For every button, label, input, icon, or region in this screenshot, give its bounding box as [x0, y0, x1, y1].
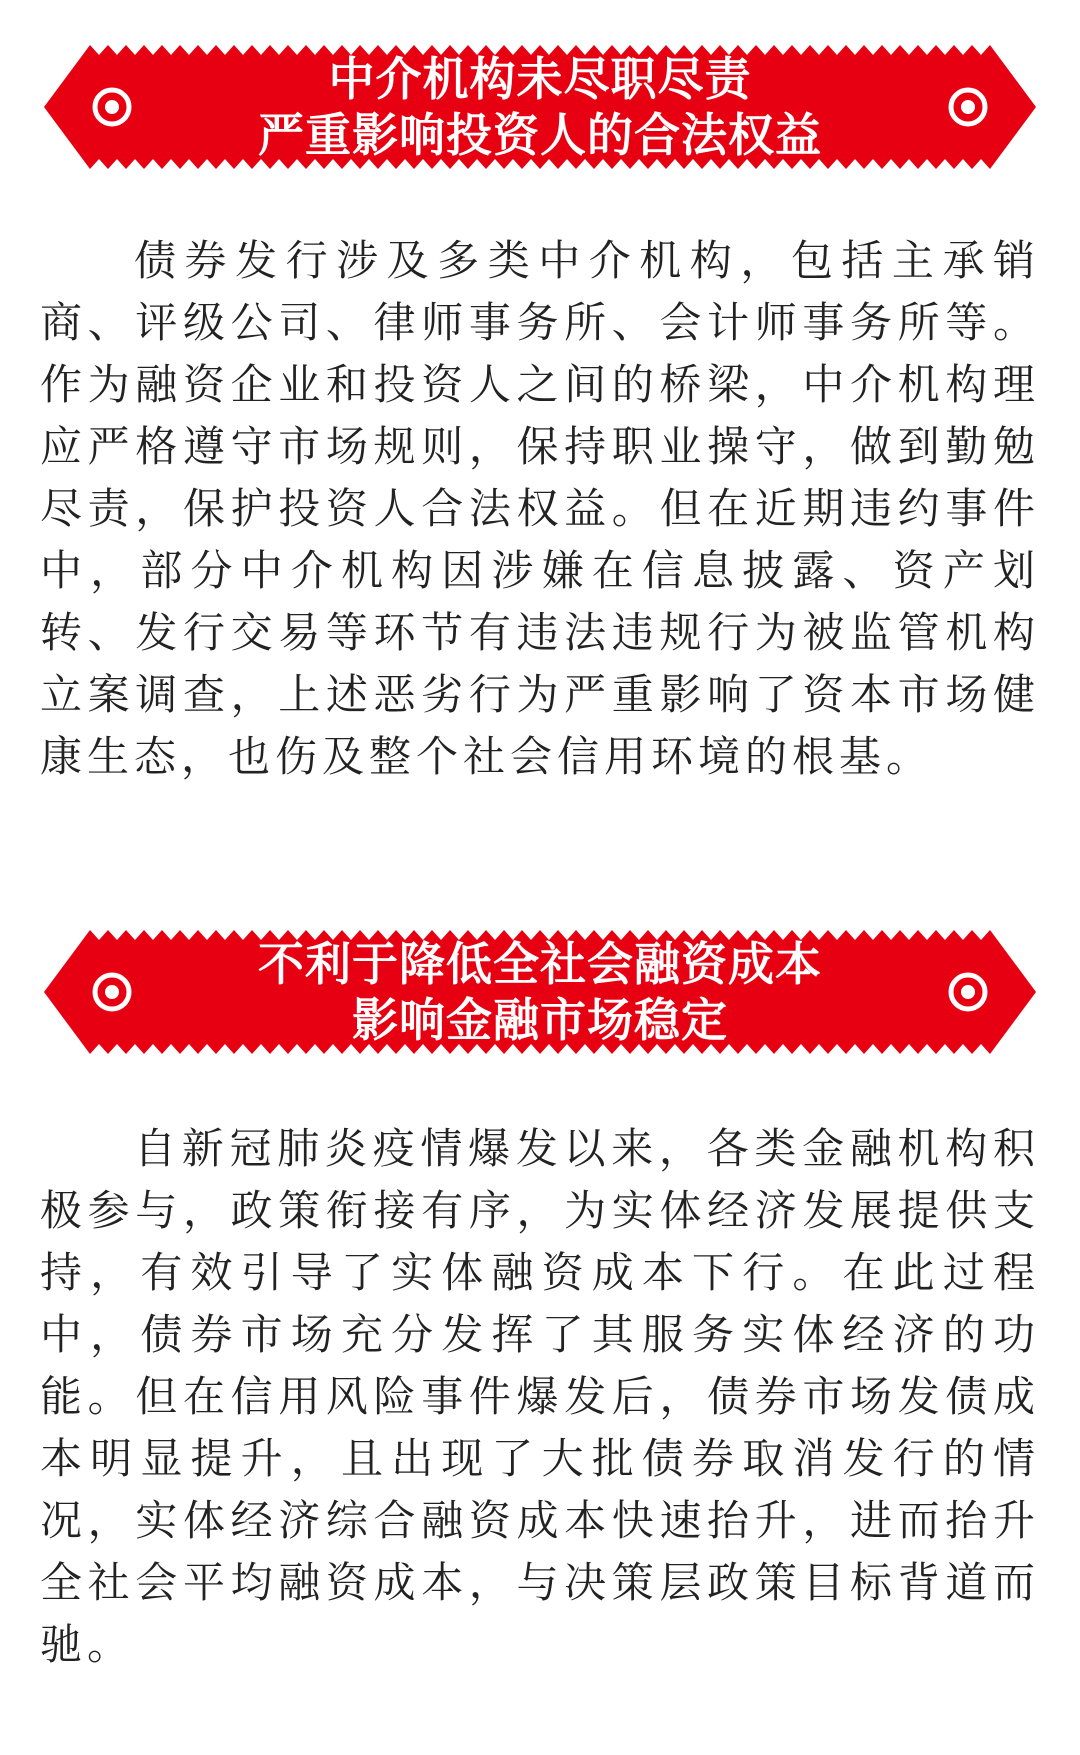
section-2-heading-line-2: 影响金融市场稳定 — [352, 993, 728, 1047]
section-1-heading — [150, 51, 930, 163]
section-1-banner — [0, 37, 1080, 177]
section-1-paragraph: 债券发行涉及多类中介机构，包括主承销商、评级公司、律师事务所、会计师事务所等。作为融资企业和投资人之间的桥梁，中介机构理应严格遵守市场规则，保持职业操守，做到勤勉尽责，保护投资人合法权益。但在近期违约事件中，部分中介机构因涉嫌在信息披露、资产划转、发行交易等环节有违法违规行为被监管机构立案调查，上述恶劣行为严重影响了资本市场健康生态，也伤及整个社会信用环境的根基。 — [40, 236, 1040, 781]
section-1-heading-line-2: 严重影响投资人的合法权益 — [258, 108, 822, 162]
section-2-banner — [0, 922, 1080, 1062]
section-2-heading-line-1: 不利于降低全社会融资成本 — [258, 937, 822, 991]
section-2-heading — [150, 936, 930, 1048]
section-2-paragraph: 自新冠肺炎疫情爆发以来，各类金融机构积极参与，政策衔接有序，为实体经济发展提供支持，有效引导了实体融资成本下行。在此过程中，债券市场充分发挥了其服务实体经济的功能。但在信用风险事件爆发后，债券市场发债成本明显提升，且出现了大批债券取消发行的情况，实体经济综合融资成本快速抬升，进而抬升全社会平均融资成本，与决策层政策目标背道而驰。 — [40, 1124, 1040, 1669]
section-1-heading-line-1: 中介机构未尽职尽责 — [328, 52, 752, 106]
